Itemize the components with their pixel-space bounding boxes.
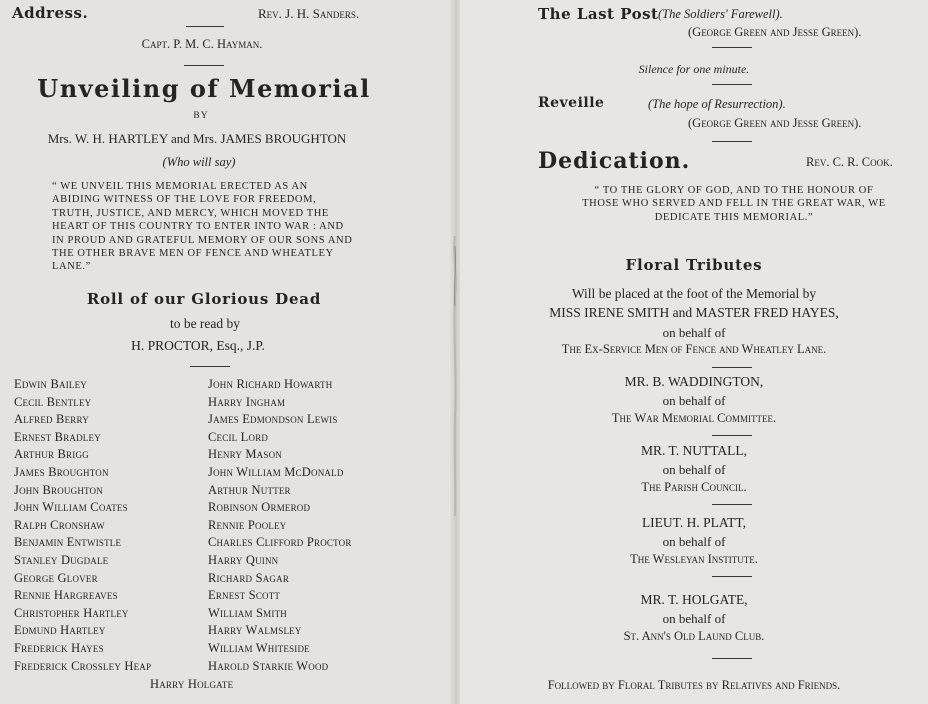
unveiling-names: Mrs. W. H. HARTLEY and Mrs. JAMES BROUGHTON — [47, 131, 347, 146]
divider — [712, 658, 752, 659]
address-speaker: Rev. J. H. Sanders. — [258, 6, 360, 21]
roll-name-final: Harry Holgate — [150, 677, 234, 691]
floral-first-org: The Ex-Service Men of Fence and Wheatley Lane. — [561, 342, 827, 356]
roll-name: George Glover — [14, 570, 98, 585]
reveille-performers: (George Green and Jesse Green). — [688, 116, 862, 130]
roll-name: Stanley Dugdale — [14, 553, 109, 567]
divider — [712, 504, 752, 505]
dedication-heading: Dedication. — [538, 148, 691, 174]
binding-ribbon — [451, 236, 459, 516]
roll-name: Arthur Nutter — [208, 482, 291, 497]
roll-name: John Broughton — [14, 482, 103, 497]
roll-name: Cecil Bentley — [14, 394, 92, 409]
floral-org: The Parish Council. — [641, 480, 747, 494]
roll-name: William Smith — [208, 605, 287, 620]
roll-read-by: to be read by — [169, 316, 241, 331]
floral-title: Floral Tributes — [625, 256, 763, 274]
roll-name: Arthur Brigg — [14, 447, 89, 462]
reveille-subtitle: (The hope of Resurrection). — [648, 97, 786, 111]
floral-giver: MR. T. NUTTALL, — [640, 443, 748, 458]
floral-first-givers: MISS IRENE SMITH and MASTER FRED HAYES, — [549, 305, 839, 320]
floral-on-behalf: on behalf of — [662, 611, 726, 626]
divider — [712, 367, 752, 368]
divider — [190, 366, 230, 367]
roll-name: Charles Clifford Proctor — [208, 535, 352, 550]
roll-name: Harry Quinn — [208, 553, 279, 567]
divider — [712, 84, 752, 85]
divider — [184, 65, 224, 66]
roll-name: William Whiteside — [208, 641, 310, 655]
floral-on-behalf: on behalf of — [662, 462, 726, 477]
divider — [186, 26, 224, 27]
floral-giver: LIEUT. H. PLATT, — [641, 515, 747, 530]
unveiling-title: Unveiling of Memorial — [37, 74, 371, 103]
roll-name: Edmund Hartley — [14, 623, 106, 638]
floral-footer: Followed by Floral Tributes by Relatives and Friends. — [547, 678, 841, 692]
unveiling-by: BY — [193, 111, 209, 121]
floral-giver: MR. T. HOLGATE, — [640, 592, 748, 607]
roll-name: Frederick Crossley Heap — [14, 658, 152, 673]
floral-intro: Will be placed at the foot of the Memorial by — [571, 286, 817, 301]
floral-on-behalf: on behalf of — [662, 393, 726, 408]
reveille-heading: Reveille — [538, 95, 605, 111]
roll-name: Cecil Lord — [208, 429, 269, 444]
right-page — [460, 0, 928, 704]
unveiling-note: (Who will say) — [162, 155, 236, 169]
divider — [712, 47, 752, 48]
left-page — [0, 0, 454, 704]
roll-name: Christopher Hartley — [14, 605, 129, 620]
dedication-quote: “ TO THE GLORY OF GOD, AND TO THE HONOUR OF THOSE WHO SERVED AND FELL IN THE GREAT WAR, WE DEDICATE THIS MEMORIAL.” — [582, 185, 886, 223]
roll-name: Alfred Berry — [14, 412, 89, 427]
roll-name: Ernest Scott — [208, 588, 281, 603]
roll-name: Harry Ingham — [208, 394, 286, 409]
address-second-speaker: Capt. P. M. C. Hayman. — [141, 37, 263, 51]
roll-name: Robinson Ormerod — [208, 500, 311, 515]
floral-giver: MR. B. WADDINGTON, — [624, 374, 764, 389]
floral-on-behalf: on behalf of — [662, 534, 726, 549]
last-post-heading: The Last Post — [538, 5, 659, 23]
roll-name: Frederick Hayes — [14, 641, 104, 655]
roll-name: Ernest Bradley — [14, 429, 101, 444]
silence-note: Silence for one minute. — [638, 62, 750, 76]
roll-name: James Edmondson Lewis — [208, 412, 338, 427]
roll-name: Henry Mason — [208, 447, 282, 462]
roll-title: Roll of our Glorious Dead — [86, 290, 322, 308]
roll-name: John William McDonald — [208, 465, 344, 479]
roll-name: James Broughton — [14, 465, 109, 479]
last-post-performers: (George Green and Jesse Green). — [688, 25, 862, 39]
roll-name: Benjamin Entwistle — [14, 535, 122, 550]
roll-name: Ralph Cronshaw — [14, 517, 105, 532]
unveiling-quote: “ WE UNVEIL THIS MEMORIAL ERECTED AS AN ABIDING WITNESS OF THE LOVE FOR FREEDOM, TRUTH, JUSTICE, AND MERCY, WHICH MOVED THE HEART OF THIS COUNTRY TO ENTER INTO WAR : AND IN PROUD AND GRATEFUL MEMORY OF OUR SONS AND THE OTHER BRAVE MEN OF FENCE AND WHEATLEY LANE.” — [52, 181, 353, 273]
address-heading: Address. — [12, 4, 89, 22]
roll-name: Rennie Pooley — [208, 517, 287, 532]
divider — [712, 576, 752, 577]
dedication-speaker: Rev. C. R. Cook. — [806, 155, 893, 169]
roll-name: Rennie Hargreaves — [14, 588, 118, 603]
divider — [712, 435, 752, 436]
floral-org: St. Ann's Old Laund Club. — [623, 629, 765, 643]
roll-reader: H. PROCTOR, Esq., J.P. — [131, 338, 265, 353]
roll-name: Edwin Bailey — [14, 377, 87, 391]
floral-first-on-behalf: on behalf of — [662, 325, 726, 340]
divider — [712, 141, 752, 142]
roll-name: John Richard Howarth — [208, 377, 333, 391]
roll-name: Richard Sagar — [208, 570, 290, 585]
floral-org: The Wesleyan Institute. — [630, 552, 758, 566]
roll-name: Harry Walmsley — [208, 623, 302, 638]
last-post-subtitle: (The Soldiers' Farewell). — [658, 7, 783, 21]
floral-org: The War Memorial Committee. — [611, 411, 777, 425]
roll-name: John William Coates — [14, 500, 128, 515]
roll-name: Harold Starkie Wood — [208, 658, 329, 673]
